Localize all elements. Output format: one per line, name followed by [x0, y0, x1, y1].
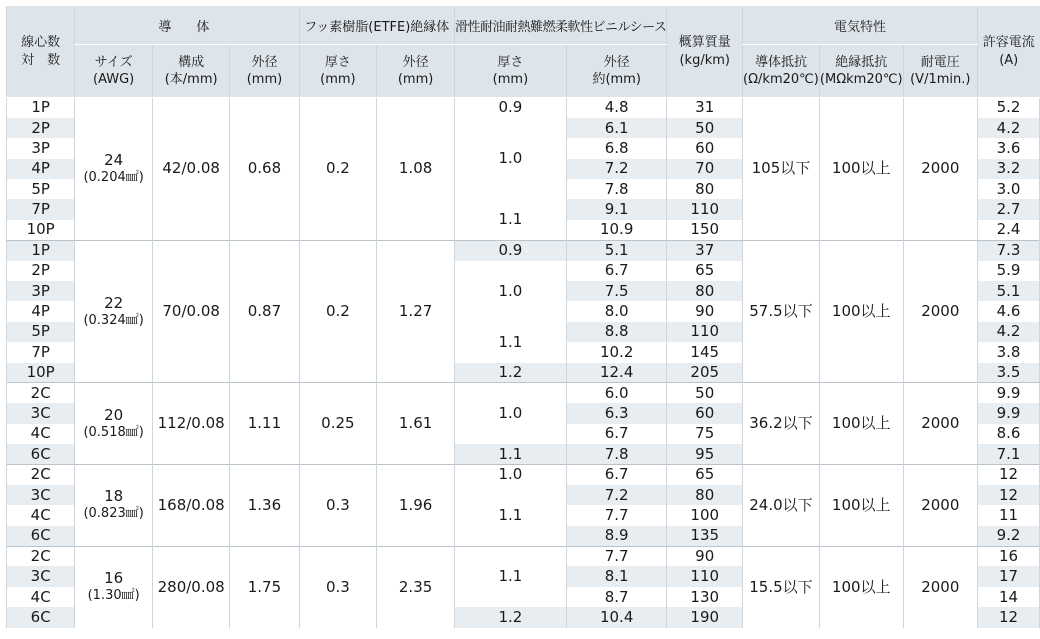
insulation-thickness-cell: 0.2 — [299, 98, 377, 241]
sheath-od-cell: 10.2 — [566, 342, 667, 362]
sheath-od-cell: 5.1 — [566, 240, 667, 260]
insulation-thickness-cell: 0.25 — [299, 383, 377, 465]
conductor-construction-cell: 280/0.08 — [152, 546, 229, 628]
table-row — [7, 98, 1040, 118]
pair-count-cell: 4C — [7, 505, 75, 525]
sheath-od-cell: 7.7 — [566, 546, 667, 566]
conductor-construction-cell: 112/0.08 — [152, 383, 229, 465]
weight-cell: 31 — [667, 98, 742, 118]
allowable-current-cell: 5.1 — [978, 281, 1040, 301]
sheath-thickness-cell: 1.1 — [454, 199, 566, 240]
header-pairs: 線心数 対 数 — [7, 6, 75, 98]
weight-cell: 60 — [667, 138, 742, 158]
allowable-current-cell: 3.2 — [978, 159, 1040, 179]
pair-count-cell: 1P — [7, 98, 75, 118]
awg-size-area: (0.518㎟) — [83, 424, 144, 440]
conductor-od-cell: 0.87 — [230, 240, 299, 383]
sheath-od-cell: 8.0 — [566, 301, 667, 321]
awg-size-area: (0.324㎟) — [83, 312, 144, 328]
pair-count-cell: 2C — [7, 546, 75, 566]
awg-size-value: 24 — [104, 150, 124, 169]
conductor-resistance-cell: 105以下 — [742, 98, 819, 241]
weight-cell: 190 — [667, 607, 742, 627]
awg-size-value: 16 — [104, 569, 124, 588]
allowable-current-cell: 4.2 — [978, 322, 1040, 342]
allowable-current-cell: 12 — [978, 465, 1040, 485]
weight-cell: 50 — [667, 383, 742, 403]
pair-count-cell: 3P — [7, 138, 75, 158]
insulation-thickness-cell: 0.3 — [299, 546, 377, 628]
awg-size-cell — [75, 546, 153, 628]
sheath-thickness-cell: 1.1 — [454, 444, 566, 464]
pair-count-cell: 7P — [7, 342, 75, 362]
header-resistance: 導体抵抗 (Ω/km20℃) — [742, 45, 819, 98]
conductor-od-cell: 1.11 — [230, 383, 299, 465]
sheath-od-cell: 6.3 — [566, 403, 667, 423]
weight-cell: 100 — [667, 505, 742, 525]
table-row — [7, 546, 1040, 566]
pair-count-cell: 3C — [7, 485, 75, 505]
pair-count-cell: 5P — [7, 179, 75, 199]
weight-cell: 135 — [667, 526, 742, 546]
allowable-current-cell: 17 — [978, 566, 1040, 586]
pair-count-cell: 2P — [7, 118, 75, 138]
allowable-current-cell: 5.9 — [978, 261, 1040, 281]
weight-cell: 95 — [667, 444, 742, 464]
insulation-resistance-cell: 100以上 — [819, 240, 903, 383]
sheath-od-cell: 8.7 — [566, 587, 667, 607]
allowable-current-cell: 12 — [978, 607, 1040, 627]
allowable-current-cell: 11 — [978, 505, 1040, 525]
pair-count-cell: 2P — [7, 261, 75, 281]
allowable-current-cell: 12 — [978, 485, 1040, 505]
withstand-voltage-cell: 2000 — [903, 98, 977, 241]
insulation-resistance-cell: 100以上 — [819, 98, 903, 241]
sheath-od-cell: 6.1 — [566, 118, 667, 138]
conductor-resistance-cell: 15.5以下 — [742, 546, 819, 628]
weight-cell: 205 — [667, 363, 742, 383]
conductor-construction-cell: 168/0.08 — [152, 465, 229, 547]
sheath-od-cell: 7.8 — [566, 179, 667, 199]
pair-count-cell: 2C — [7, 383, 75, 403]
conductor-resistance-cell: 57.5以下 — [742, 240, 819, 383]
sheath-thickness-cell: 1.2 — [454, 607, 566, 627]
pair-count-cell: 6C — [7, 607, 75, 627]
table-row — [7, 383, 1040, 403]
conductor-od-cell: 1.36 — [230, 465, 299, 547]
sheath-od-cell: 7.8 — [566, 444, 667, 464]
allowable-current-cell: 4.6 — [978, 301, 1040, 321]
pair-count-cell: 2C — [7, 465, 75, 485]
allowable-current-cell: 7.1 — [978, 444, 1040, 464]
sheath-od-cell: 12.4 — [566, 363, 667, 383]
allowable-current-cell: 9.2 — [978, 526, 1040, 546]
sheath-thickness-cell: 1.2 — [454, 363, 566, 383]
sheath-thickness-cell: 1.0 — [454, 118, 566, 200]
pair-count-cell: 3P — [7, 281, 75, 301]
withstand-voltage-cell: 2000 — [903, 465, 977, 547]
allowable-current-cell: 3.0 — [978, 179, 1040, 199]
insulation-od-cell: 1.27 — [377, 240, 455, 383]
sheath-thickness-cell: 1.0 — [454, 383, 566, 444]
pair-count-cell: 6C — [7, 444, 75, 464]
weight-cell: 110 — [667, 566, 742, 586]
header-sheath-od: 外径 約(mm) — [566, 45, 667, 98]
awg-size-area: (0.823㎟) — [83, 506, 144, 522]
allowable-current-cell: 3.5 — [978, 363, 1040, 383]
header-sheath-thickness: 厚さ (mm) — [454, 45, 566, 98]
header-insulation: フッ素樹脂(ETFE)絶縁体 — [299, 6, 454, 45]
awg-size-cell — [75, 240, 153, 383]
insulation-resistance-cell: 100以上 — [819, 465, 903, 547]
weight-cell: 80 — [667, 281, 742, 301]
insulation-od-cell: 1.61 — [377, 383, 455, 465]
pair-count-cell: 6C — [7, 526, 75, 546]
allowable-current-cell: 16 — [978, 546, 1040, 566]
allowable-current-cell: 9.9 — [978, 383, 1040, 403]
allowable-current-cell: 9.9 — [978, 403, 1040, 423]
insulation-resistance-cell: 100以上 — [819, 546, 903, 628]
header-current: 許容電流 (A) — [978, 6, 1040, 98]
allowable-current-cell: 14 — [978, 587, 1040, 607]
insulation-od-cell: 1.08 — [377, 98, 455, 241]
weight-cell: 90 — [667, 546, 742, 566]
pair-count-cell: 4P — [7, 301, 75, 321]
cable-spec-table-container — [6, 6, 1040, 628]
pair-count-cell: 4C — [7, 424, 75, 444]
pair-count-cell: 1P — [7, 240, 75, 260]
awg-size-area: (1.30㎟) — [87, 588, 140, 604]
cable-spec-table — [6, 6, 1040, 628]
allowable-current-cell: 3.8 — [978, 342, 1040, 362]
weight-cell: 75 — [667, 424, 742, 444]
sheath-od-cell: 8.9 — [566, 526, 667, 546]
pair-count-cell: 10P — [7, 220, 75, 240]
table-row — [7, 240, 1040, 260]
sheath-od-cell: 6.8 — [566, 138, 667, 158]
insulation-resistance-cell: 100以上 — [819, 383, 903, 465]
allowable-current-cell: 4.2 — [978, 118, 1040, 138]
awg-size-cell — [75, 383, 153, 465]
allowable-current-cell: 5.2 — [978, 98, 1040, 118]
weight-cell: 65 — [667, 465, 742, 485]
withstand-voltage-cell: 2000 — [903, 240, 977, 383]
awg-size-cell — [75, 98, 153, 241]
sheath-od-cell: 6.0 — [566, 383, 667, 403]
pair-count-cell: 4C — [7, 587, 75, 607]
awg-size-cell — [75, 465, 153, 547]
sheath-od-cell: 4.8 — [566, 98, 667, 118]
table-row — [7, 465, 1040, 485]
sheath-thickness-cell: 1.0 — [454, 261, 566, 322]
spec-table-body — [7, 98, 1040, 628]
pair-count-cell: 3C — [7, 403, 75, 423]
sheath-od-cell: 8.1 — [566, 566, 667, 586]
weight-cell: 90 — [667, 301, 742, 321]
weight-cell: 150 — [667, 220, 742, 240]
weight-cell: 130 — [667, 587, 742, 607]
conductor-resistance-cell: 24.0以下 — [742, 465, 819, 547]
allowable-current-cell: 2.7 — [978, 199, 1040, 219]
conductor-od-cell: 1.75 — [230, 546, 299, 628]
weight-cell: 80 — [667, 485, 742, 505]
header-size: サイズ (AWG) — [75, 45, 153, 98]
withstand-voltage-cell: 2000 — [903, 546, 977, 628]
pair-count-cell: 5P — [7, 322, 75, 342]
sheath-thickness-cell: 1.0 — [454, 465, 566, 485]
sheath-thickness-cell: 0.9 — [454, 98, 566, 118]
pair-count-cell: 10P — [7, 363, 75, 383]
conductor-od-cell: 0.68 — [230, 98, 299, 241]
sheath-od-cell: 6.7 — [566, 261, 667, 281]
weight-cell: 110 — [667, 322, 742, 342]
awg-size-area: (0.204㎟) — [83, 169, 144, 185]
header-insulation-resistance: 絶縁抵抗 (MΩkm20℃) — [819, 45, 903, 98]
conductor-resistance-cell: 36.2以下 — [742, 383, 819, 465]
header-conductor-od: 外径 (mm) — [230, 45, 299, 98]
allowable-current-cell: 8.6 — [978, 424, 1040, 444]
sheath-od-cell: 7.7 — [566, 505, 667, 525]
sheath-od-cell: 10.4 — [566, 607, 667, 627]
insulation-od-cell: 2.35 — [377, 546, 455, 628]
sheath-od-cell: 6.7 — [566, 465, 667, 485]
header-sheath: 滑性耐油耐熱難燃柔軟性ビニルシース — [454, 6, 667, 45]
header-weight: 概算質量 (kg/km) — [667, 6, 742, 98]
sheath-thickness-cell: 1.1 — [454, 546, 566, 607]
sheath-od-cell: 8.8 — [566, 322, 667, 342]
conductor-construction-cell: 70/0.08 — [152, 240, 229, 383]
awg-size-value: 22 — [104, 293, 124, 312]
weight-cell: 80 — [667, 179, 742, 199]
header-conductor: 導 体 — [75, 6, 299, 45]
weight-cell: 37 — [667, 240, 742, 260]
allowable-current-cell: 7.3 — [978, 240, 1040, 260]
header-voltage: 耐電圧 (V/1min.) — [903, 45, 977, 98]
header-insulation-od: 外径 (mm) — [377, 45, 455, 98]
withstand-voltage-cell: 2000 — [903, 383, 977, 465]
sheath-od-cell: 7.2 — [566, 159, 667, 179]
weight-cell: 65 — [667, 261, 742, 281]
sheath-od-cell: 10.9 — [566, 220, 667, 240]
weight-cell: 60 — [667, 403, 742, 423]
sheath-od-cell: 9.1 — [566, 199, 667, 219]
awg-size-value: 18 — [104, 487, 124, 506]
pair-count-cell: 3C — [7, 566, 75, 586]
allowable-current-cell: 3.6 — [978, 138, 1040, 158]
sheath-thickness-cell: 1.1 — [454, 322, 566, 363]
insulation-thickness-cell: 0.3 — [299, 465, 377, 547]
sheath-od-cell: 7.5 — [566, 281, 667, 301]
weight-cell: 145 — [667, 342, 742, 362]
conductor-construction-cell: 42/0.08 — [152, 98, 229, 241]
weight-cell: 70 — [667, 159, 742, 179]
sheath-thickness-cell: 0.9 — [454, 240, 566, 260]
header-electrical: 電気特性 — [742, 6, 977, 45]
weight-cell: 110 — [667, 199, 742, 219]
awg-size-value: 20 — [104, 405, 124, 424]
insulation-od-cell: 1.96 — [377, 465, 455, 547]
weight-cell: 50 — [667, 118, 742, 138]
pair-count-cell: 4P — [7, 159, 75, 179]
sheath-thickness-cell: 1.1 — [454, 485, 566, 546]
pair-count-cell: 7P — [7, 199, 75, 219]
allowable-current-cell: 2.4 — [978, 220, 1040, 240]
sheath-od-cell: 7.2 — [566, 485, 667, 505]
header-construction: 構成 (本/mm) — [152, 45, 229, 98]
sheath-od-cell: 6.7 — [566, 424, 667, 444]
insulation-thickness-cell: 0.2 — [299, 240, 377, 383]
header-insulation-thickness: 厚さ (mm) — [299, 45, 377, 98]
